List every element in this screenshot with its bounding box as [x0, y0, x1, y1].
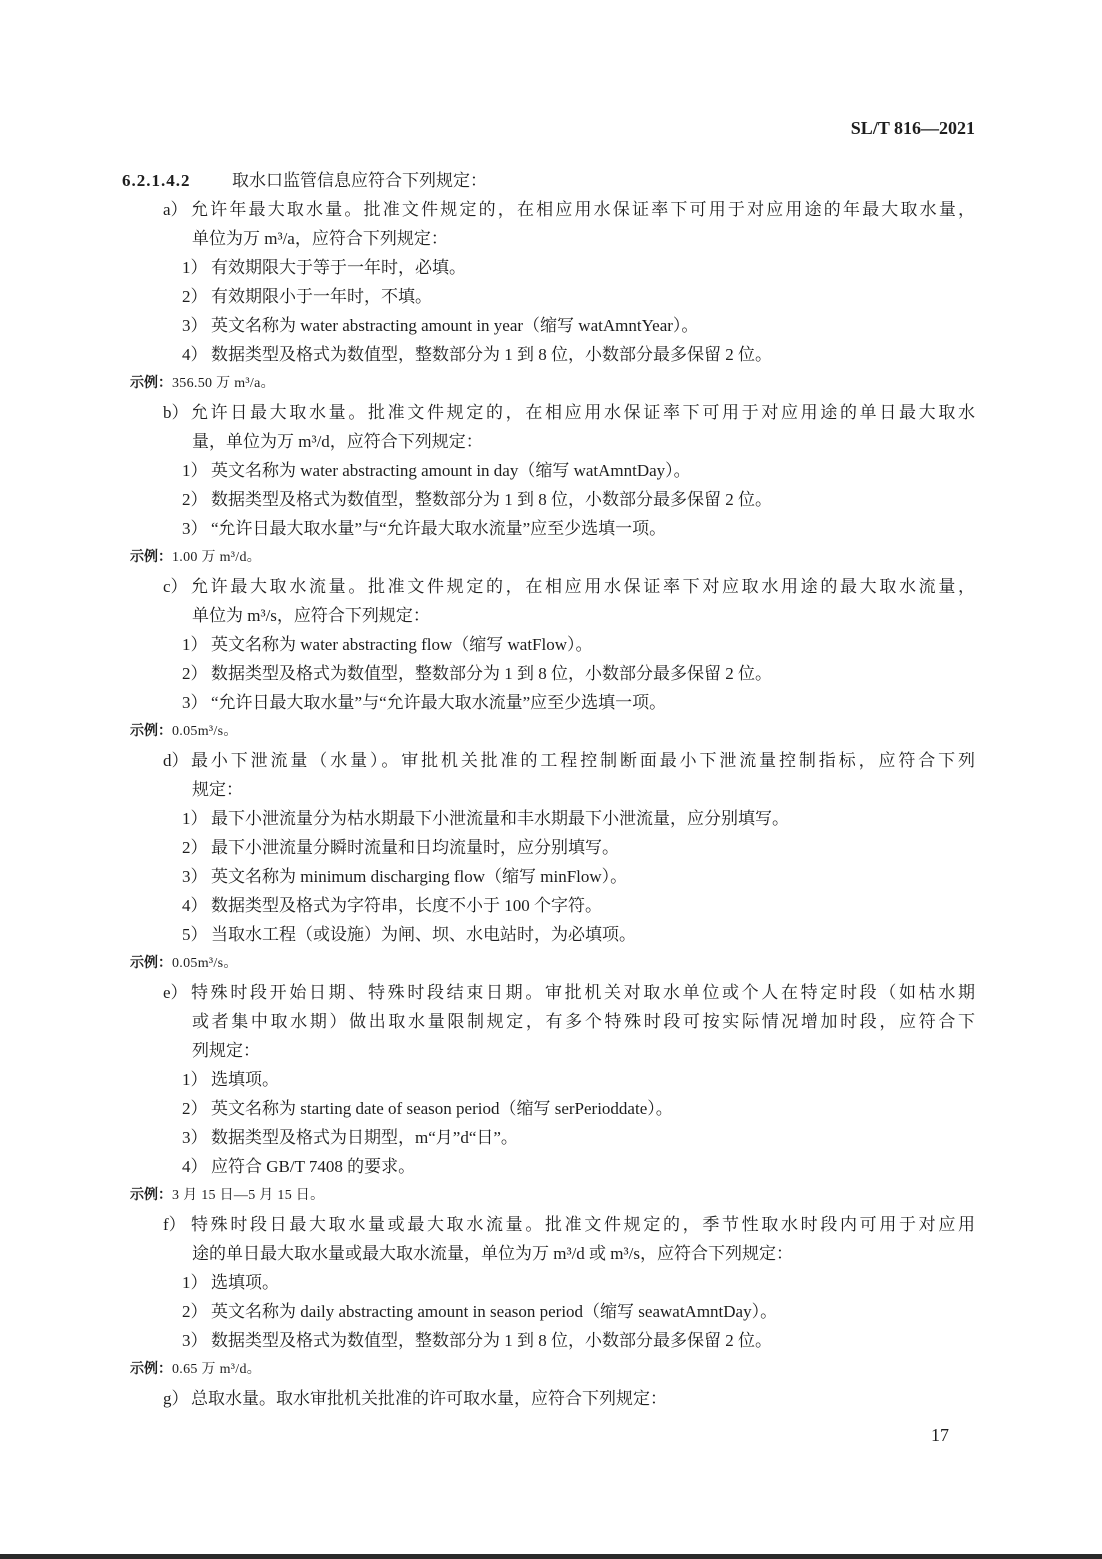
sub-item-text: 数据类型及格式为数值型，整数部分为 1 到 8 位，小数部分最多保留 2 位。: [211, 1331, 772, 1350]
sub-item-label: 4）: [182, 896, 208, 915]
example-text: 356.50 万 m³/a。: [172, 376, 275, 391]
item-label: b）: [163, 403, 189, 422]
sub-item-label: 2）: [182, 838, 208, 857]
example: [122, 1355, 975, 1384]
sub-item: [122, 920, 975, 949]
item-text: 单位为 m³/s，应符合下列规定：: [192, 606, 430, 625]
item-continuation: [122, 1239, 975, 1268]
example-label: 示例：: [130, 724, 172, 739]
sub-item-label: 3）: [182, 1128, 208, 1147]
sub-item-label: 3）: [182, 316, 208, 335]
item-continuation: [122, 1007, 975, 1036]
sub-item: [122, 485, 975, 514]
sub-item: [122, 804, 975, 833]
sub-item-label: 1）: [182, 1070, 208, 1089]
sub-item-text: 英文名称为 starting date of season period（缩写 serPerioddate）。: [211, 1099, 673, 1118]
sub-item-text: 数据类型及格式为日期型，m“月”d“日”。: [211, 1128, 518, 1147]
sub-item-text: 数据类型及格式为字符串，长度不小于 100 个字符。: [211, 896, 602, 915]
sub-item: [122, 456, 975, 485]
standard-code: SL/T 816—2021: [850, 118, 975, 138]
item-continuation: [122, 775, 975, 804]
item-text: 特殊时段开始日期、特殊时段结束日期。审批机关对取水单位或个人在特定时段（如枯水期: [191, 983, 975, 1002]
item-e: [122, 978, 975, 1007]
item-label: f）: [163, 1215, 186, 1234]
item-text: 总取水量。取水审批机关批准的许可取水量，应符合下列规定：: [191, 1389, 667, 1408]
sub-item-text: 英文名称为 water abstracting amount in year（缩写 watAmntYear）。: [211, 316, 699, 335]
item-text: 允许年最大取水量。批准文件规定的，在相应用水保证率下可用于对应用途的年最大取水量，: [191, 200, 975, 219]
example-text: 0.65 万 m³/d。: [172, 1362, 262, 1377]
sub-item-text: 最下小泄流量分瞬时流量和日均流量时，应分别填写。: [211, 838, 619, 857]
item-c: [122, 572, 975, 601]
example-text: 0.05m³/s。: [172, 724, 238, 739]
example-label: 示例：: [130, 956, 172, 971]
example-label: 示例：: [130, 1362, 172, 1377]
sub-item: [122, 1152, 975, 1181]
sub-item-text: 有效期限小于一年时，不填。: [211, 287, 432, 306]
item-text: 量，单位为万 m³/d，应符合下列规定：: [192, 432, 483, 451]
sub-item-text: 当取水工程（或设施）为闸、坝、水电站时，为必填项。: [211, 925, 636, 944]
page-number: 17: [931, 1425, 949, 1445]
sub-item-label: 4）: [182, 345, 208, 364]
sub-item: [122, 1123, 975, 1152]
item-text: 或者集中取水期）做出取水量限制规定，有多个特殊时段可按实际情况增加时段，应符合下: [192, 1012, 975, 1031]
item-text: 特殊时段日最大取水量或最大取水流量。批准文件规定的，季节性取水时段内可用于对应用: [191, 1215, 975, 1234]
item-text: 列规定：: [192, 1041, 260, 1060]
sub-item: [122, 1268, 975, 1297]
sub-item: [122, 688, 975, 717]
sub-item: [122, 1065, 975, 1094]
sub-item-label: 1）: [182, 809, 208, 828]
sub-item-text: 选填项。: [211, 1273, 279, 1292]
sub-item-text: 英文名称为 water abstracting amount in day（缩写 watAmntDay）。: [211, 461, 691, 480]
example-text: 1.00 万 m³/d。: [172, 550, 262, 565]
item-text: 允许最大取水流量。批准文件规定的，在相应用水保证率下对应取水用途的最大取水流量，: [191, 577, 975, 596]
sub-item-label: 2）: [182, 287, 208, 306]
item-label: e）: [163, 983, 188, 1002]
sub-item: [122, 340, 975, 369]
sub-item-label: 1）: [182, 461, 208, 480]
example: [122, 1181, 975, 1210]
item-continuation: [122, 601, 975, 630]
sub-item-label: 5）: [182, 925, 208, 944]
sub-item-text: “允许日最大取水量”与“允许最大取水流量”应至少选填一项。: [211, 519, 667, 538]
item-f: [122, 1210, 975, 1239]
item-text: 最小下泄流量（水量）。审批机关批准的工程控制断面最小下泄流量控制指标，应符合下列: [191, 751, 975, 770]
sub-item-label: 2）: [182, 1099, 208, 1118]
sub-item-text: 数据类型及格式为数值型，整数部分为 1 到 8 位，小数部分最多保留 2 位。: [211, 490, 772, 509]
sub-item-text: 有效期限大于等于一年时，必填。: [211, 258, 466, 277]
sub-item-label: 2）: [182, 664, 208, 683]
sub-item-label: 1）: [182, 635, 208, 654]
sub-item: [122, 891, 975, 920]
sub-item-text: 数据类型及格式为数值型，整数部分为 1 到 8 位，小数部分最多保留 2 位。: [211, 345, 772, 364]
item-text: 允许日最大取水量。批准文件规定的，在相应用水保证率下可用于对应用途的单日最大取水: [191, 403, 975, 422]
item-d: [122, 746, 975, 775]
item-label: d）: [163, 751, 189, 770]
sub-item-label: 4）: [182, 1157, 208, 1176]
sub-item: [122, 253, 975, 282]
sub-item-text: 英文名称为 water abstracting flow（缩写 watFlow）。: [211, 635, 593, 654]
item-b: [122, 398, 975, 427]
document-body: [122, 166, 975, 1413]
example: [122, 949, 975, 978]
sub-item-text: 选填项。: [211, 1070, 279, 1089]
sub-item-label: 3）: [182, 1331, 208, 1350]
sub-item-label: 3）: [182, 519, 208, 538]
sub-item-label: 3）: [182, 867, 208, 886]
section-title: 取水口监管信息应符合下列规定：: [232, 171, 487, 190]
item-text: 规定：: [192, 780, 243, 799]
item-label: c）: [163, 577, 188, 596]
sub-item: [122, 862, 975, 891]
sub-item-label: 1）: [182, 258, 208, 277]
item-label: g）: [163, 1389, 189, 1408]
example-label: 示例：: [130, 550, 172, 565]
sub-item: [122, 1326, 975, 1355]
sub-item: [122, 1297, 975, 1326]
item-text: 途的单日最大取水量或最大取水流量，单位为万 m³/d 或 m³/s，应符合下列规定：: [192, 1244, 793, 1263]
example: [122, 717, 975, 746]
sub-item-text: 应符合 GB/T 7408 的要求。: [211, 1157, 416, 1176]
example-text: 0.05m³/s。: [172, 956, 238, 971]
sub-item-label: 3）: [182, 693, 208, 712]
item-continuation: [122, 427, 975, 456]
sub-item-text: 最下小泄流量分为枯水期最下小泄流量和丰水期最下小泄流量，应分别填写。: [211, 809, 789, 828]
sub-item-label: 2）: [182, 1302, 208, 1321]
sub-item: [122, 630, 975, 659]
sub-item: [122, 833, 975, 862]
item-g: [122, 1384, 975, 1413]
sub-item-text: “允许日最大取水量”与“允许最大取水流量”应至少选填一项。: [211, 693, 667, 712]
sub-item-text: 英文名称为 minimum discharging flow（缩写 minFlow）。: [211, 867, 628, 886]
sub-item: [122, 514, 975, 543]
item-continuation: [122, 224, 975, 253]
sub-item: [122, 659, 975, 688]
example: [122, 369, 975, 398]
section-heading: [122, 166, 975, 195]
sub-item-label: 2）: [182, 490, 208, 509]
sub-item-text: 英文名称为 daily abstracting amount in season period（缩写 seawatAmntDay）。: [211, 1302, 778, 1321]
item-text: 单位为万 m³/a，应符合下列规定：: [192, 229, 448, 248]
sub-item-label: 1）: [182, 1273, 208, 1292]
example-label: 示例：: [130, 376, 172, 391]
sub-item: [122, 311, 975, 340]
sub-item-text: 数据类型及格式为数值型，整数部分为 1 到 8 位，小数部分最多保留 2 位。: [211, 664, 772, 683]
section-number: 6.2.1.4.2: [122, 171, 191, 190]
item-continuation: [122, 1036, 975, 1065]
item-a: [122, 195, 975, 224]
scan-edge: [0, 1554, 1102, 1559]
sub-item: [122, 282, 975, 311]
example-label: 示例：: [130, 1188, 172, 1203]
sub-item: [122, 1094, 975, 1123]
example: [122, 543, 975, 572]
example-text: 3 月 15 日—5 月 15 日。: [172, 1188, 325, 1203]
item-label: a）: [163, 200, 188, 219]
